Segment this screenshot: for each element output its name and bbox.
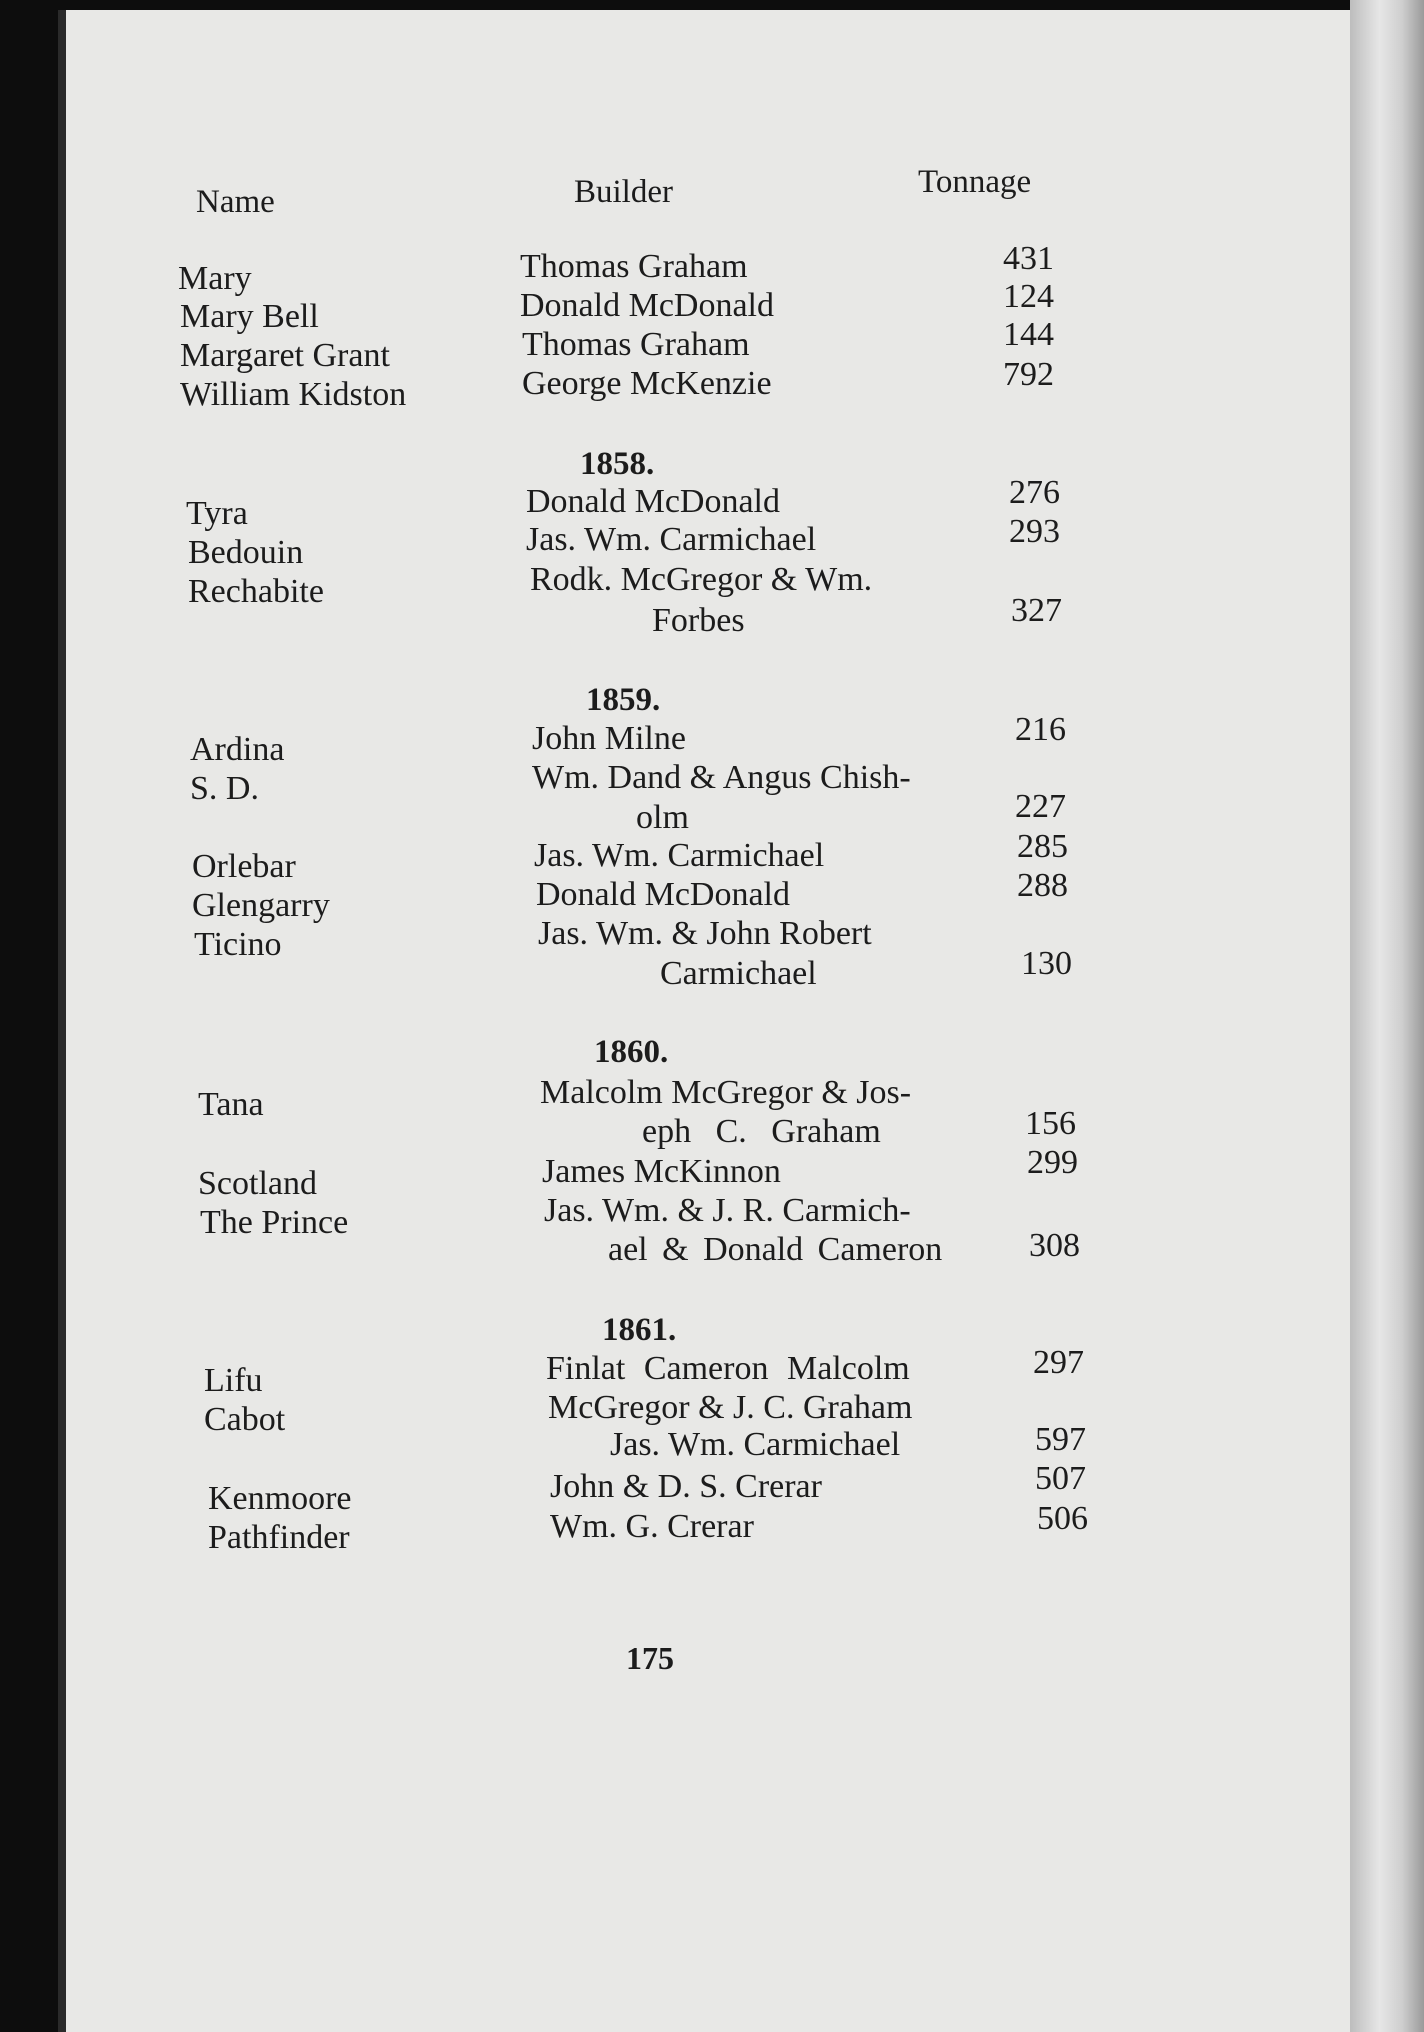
ship-name: Tyra [186, 495, 248, 532]
ship-builder: Jas. Wm. Carmichael [526, 521, 817, 558]
ship-builder: Thomas Graham [522, 326, 750, 363]
year-heading: 1858. [580, 446, 655, 482]
ship-builder: Wm. G. Crerar [550, 1508, 754, 1545]
ship-name: Orlebar [192, 848, 296, 885]
ship-tonnage: 308 [1029, 1227, 1080, 1264]
ship-builder: McGregor & J. C. Graham [548, 1389, 913, 1426]
ship-name: Ardina [190, 731, 285, 768]
ship-name: Mary Bell [180, 298, 319, 335]
ship-name: Kenmoore [208, 1480, 352, 1517]
ship-builder: Wm. Dand & Angus Chish- [532, 759, 911, 796]
column-header-builder: Builder [574, 174, 673, 210]
ship-builder-continued: Jas. Wm. Carmichael [610, 1426, 901, 1463]
ship-tonnage: 431 [1003, 240, 1054, 277]
ship-builder: John Milne [532, 720, 686, 757]
ship-tonnage: 124 [1003, 278, 1054, 315]
ship-tonnage: 276 [1009, 474, 1060, 511]
ship-tonnage: 288 [1017, 867, 1068, 904]
ship-builder: Donald McDonald [520, 287, 775, 324]
ship-tonnage: 597 [1035, 1421, 1086, 1458]
ship-builder: Finlat Cameron Malcolm [546, 1350, 910, 1387]
ship-name: Pathfinder [208, 1519, 350, 1556]
ship-name: Ticino [194, 926, 282, 963]
column-header-name: Name [196, 184, 275, 220]
ship-tonnage: 506 [1037, 1500, 1088, 1537]
ship-name: Glengarry [192, 887, 330, 924]
ship-tonnage: 144 [1003, 316, 1054, 353]
ship-name: Margaret Grant [180, 337, 390, 374]
ship-tonnage: 297 [1033, 1344, 1084, 1381]
ship-builder: John & D. S. Crerar [550, 1468, 822, 1505]
ship-builder-continued: Carmichael [660, 955, 817, 992]
ship-tonnage: 216 [1015, 711, 1066, 748]
ship-builder: James McKinnon [542, 1153, 781, 1190]
ship-name: Scotland [198, 1165, 317, 1202]
ship-builder-continued: olm [636, 799, 689, 836]
year-heading: 1859. [586, 682, 661, 718]
ship-name: Bedouin [188, 534, 304, 571]
ship-builder-continued: ael & Donald Cameron [608, 1231, 943, 1268]
ship-builder: Rodk. McGregor & Wm. [530, 561, 873, 598]
ship-builder: Donald McDonald [536, 876, 791, 913]
ship-tonnage: 792 [1003, 356, 1054, 393]
ship-name: William Kidston [180, 376, 407, 413]
book-edge [1350, 0, 1424, 2032]
ship-builder: Malcolm McGregor & Jos- [540, 1074, 912, 1111]
ship-tonnage: 507 [1035, 1460, 1086, 1497]
column-header-tonnage: Tonnage [918, 164, 1032, 200]
ship-tonnage: 327 [1011, 592, 1062, 629]
ship-builder-continued: eph C. Graham [642, 1113, 881, 1150]
ship-tonnage: 299 [1027, 1144, 1078, 1181]
ship-builder: Donald McDonald [526, 483, 781, 520]
year-heading: 1860. [594, 1034, 669, 1070]
ship-name: Mary [178, 260, 252, 297]
ship-name: The Prince [200, 1204, 349, 1241]
ship-name: Cabot [204, 1401, 286, 1438]
year-heading: 1861. [602, 1312, 677, 1348]
ship-tonnage: 285 [1017, 828, 1068, 865]
ship-builder: George McKenzie [522, 365, 772, 402]
ship-builder: Thomas Graham [520, 248, 748, 285]
ship-tonnage: 293 [1009, 513, 1060, 550]
ship-name: Lifu [204, 1362, 263, 1399]
ship-name: S. D. [190, 770, 259, 807]
ship-tonnage: 227 [1015, 788, 1066, 825]
ship-builder-continued: Forbes [652, 602, 745, 639]
ship-builder: Jas. Wm. Carmichael [534, 837, 825, 874]
ship-tonnage: 156 [1025, 1105, 1076, 1142]
ship-tonnage: 130 [1021, 945, 1072, 982]
ship-name: Rechabite [188, 573, 324, 610]
page-number: 175 [626, 1640, 674, 1676]
ship-builder: Jas. Wm. & John Robert [538, 915, 872, 952]
ship-name: Tana [198, 1086, 264, 1123]
ship-builder: Jas. Wm. & J. R. Carmich- [544, 1192, 911, 1229]
